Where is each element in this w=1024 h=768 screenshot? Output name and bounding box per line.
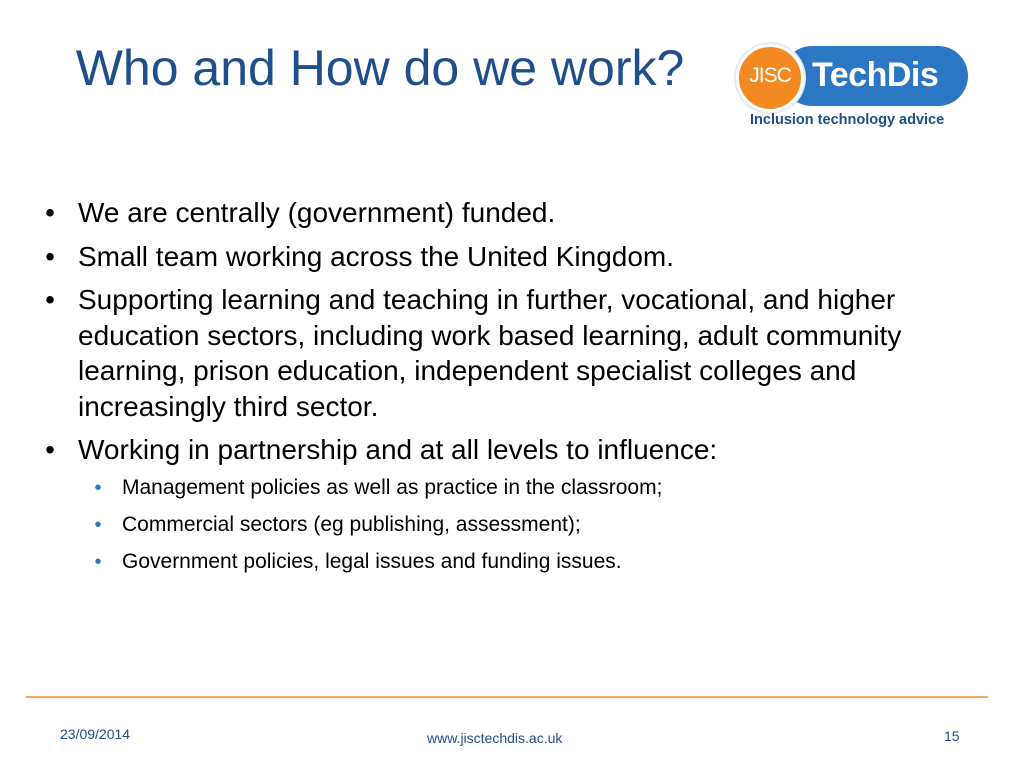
sub-bullet-text: Government policies, legal issues and funding issues. — [122, 549, 622, 573]
sub-bullet-list — [78, 474, 970, 576]
slide-title: Who and How do we work? — [75, 40, 685, 96]
bullet-item — [40, 432, 970, 576]
bullet-marker: • — [45, 284, 55, 315]
techdis-text: TechDis — [812, 56, 939, 94]
bullet-item — [40, 239, 970, 275]
slide-content — [40, 195, 970, 585]
footer-divider — [26, 696, 988, 698]
sub-bullet-item — [78, 548, 970, 576]
bullet-item — [40, 195, 970, 231]
sub-bullet-marker: • — [94, 476, 102, 499]
bullet-marker: • — [45, 240, 55, 272]
bullet-marker: • — [45, 434, 55, 465]
bullet-marker: • — [45, 197, 55, 228]
bullet-text: We are centrally (government) funded. — [78, 197, 556, 228]
sub-bullet-item — [78, 474, 970, 502]
footer-date: 23/09/2014 — [60, 726, 131, 742]
sub-bullet-marker: • — [94, 513, 102, 536]
page-number: 15 — [944, 728, 960, 744]
sub-bullet-text: Commercial sectors (eg publishing, assessment); — [122, 512, 581, 536]
sub-bullet-text: Management policies as well as practice in the classroom; — [122, 475, 663, 499]
bullet-text: Small team working across the United Kingdom. — [78, 240, 675, 272]
bullet-list — [40, 195, 970, 576]
bullet-text: Supporting learning and teaching in further, vocational, and higher education sectors, including work based learning, adult community learning, prison education, independent specialist colleges and increasingly third sector. — [78, 284, 902, 422]
jisc-circle — [736, 44, 804, 112]
logo-tagline: Inclusion technology advice — [750, 112, 945, 128]
sub-bullet-item — [78, 511, 970, 539]
jisc-techdis-logo — [732, 42, 972, 132]
bullet-text: Working in partnership and at all levels to influence: — [78, 434, 718, 465]
footer-url[interactable]: www.jisctechdis.ac.uk — [427, 730, 563, 746]
jisc-text: JISC — [749, 64, 791, 87]
bullet-item — [40, 282, 970, 424]
sub-bullet-marker: • — [94, 550, 102, 573]
